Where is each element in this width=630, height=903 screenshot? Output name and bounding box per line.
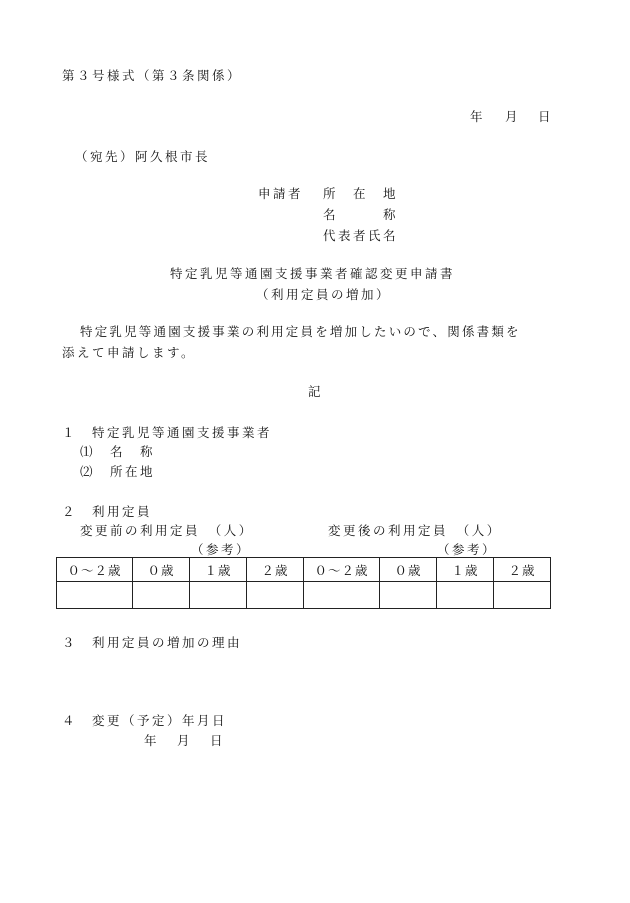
document-subtitle: （利用定員の増加） (256, 287, 392, 302)
col-before-0: ０歳 (133, 558, 190, 582)
value-before-1[interactable] (190, 582, 247, 609)
reference-after-label: （参考） (437, 542, 498, 557)
applicant-label: 申請者 (258, 186, 304, 201)
date-day: 日 (538, 109, 554, 124)
ki-heading: 記 (308, 384, 324, 399)
document-title: 特定乳児等通園支援事業者確認変更申請書 (170, 266, 456, 281)
applicant-address-label: 所 在 地 (323, 186, 399, 201)
capacity-after-label: 変更後の利用定員 （人） (328, 523, 502, 538)
value-after-0[interactable] (380, 582, 437, 609)
date-year: 年 (470, 109, 486, 124)
applicant-representative-label: 代表者氏名 (323, 228, 399, 243)
section-1-item-name: ⑴ 名 称 (80, 444, 156, 459)
capacity-header-row (57, 558, 551, 582)
date-month: 月 (505, 109, 521, 124)
value-after-2[interactable] (494, 582, 551, 609)
value-after-1[interactable] (437, 582, 494, 609)
capacity-value-row (57, 582, 551, 609)
form-number: 第３号様式（第３条関係） (62, 68, 243, 83)
addressee: （宛先）阿久根市長 (75, 149, 211, 164)
capacity-table (56, 557, 551, 609)
value-before-0-2[interactable] (57, 582, 133, 609)
capacity-before-label: 変更前の利用定員 （人） (80, 523, 254, 538)
body-text-line-1: 特定乳児等通園支援事業の利用定員を増加したいので、関係書類を (80, 324, 521, 339)
section-1-item-address: ⑵ 所在地 (80, 464, 156, 479)
value-before-2[interactable] (247, 582, 304, 609)
section-4-heading: ４ 変更（予定）年月日 (62, 713, 228, 728)
section-1-heading: １ 特定乳児等通園支援事業者 (62, 425, 273, 440)
col-after-0-2: ０～２歳 (304, 558, 380, 582)
col-after-0: ０歳 (380, 558, 437, 582)
section-2-heading: ２ 利用定員 (62, 504, 153, 519)
value-before-0[interactable] (133, 582, 190, 609)
col-after-2: ２歳 (494, 558, 551, 582)
col-after-1: １歳 (437, 558, 494, 582)
body-text-line-2: 添えて申請します。 (62, 345, 197, 360)
section-3-heading: ３ 利用定員の増加の理由 (62, 635, 243, 650)
reference-before-label: （参考） (191, 542, 252, 557)
applicant-name-label: 名 称 (323, 207, 399, 222)
col-before-0-2: ０～２歳 (57, 558, 133, 582)
col-before-1: １歳 (190, 558, 247, 582)
section-4-year: 年 (144, 733, 160, 748)
col-before-2: ２歳 (247, 558, 304, 582)
section-4-day: 日 (210, 733, 226, 748)
value-after-0-2[interactable] (304, 582, 380, 609)
section-4-month: 月 (177, 733, 193, 748)
